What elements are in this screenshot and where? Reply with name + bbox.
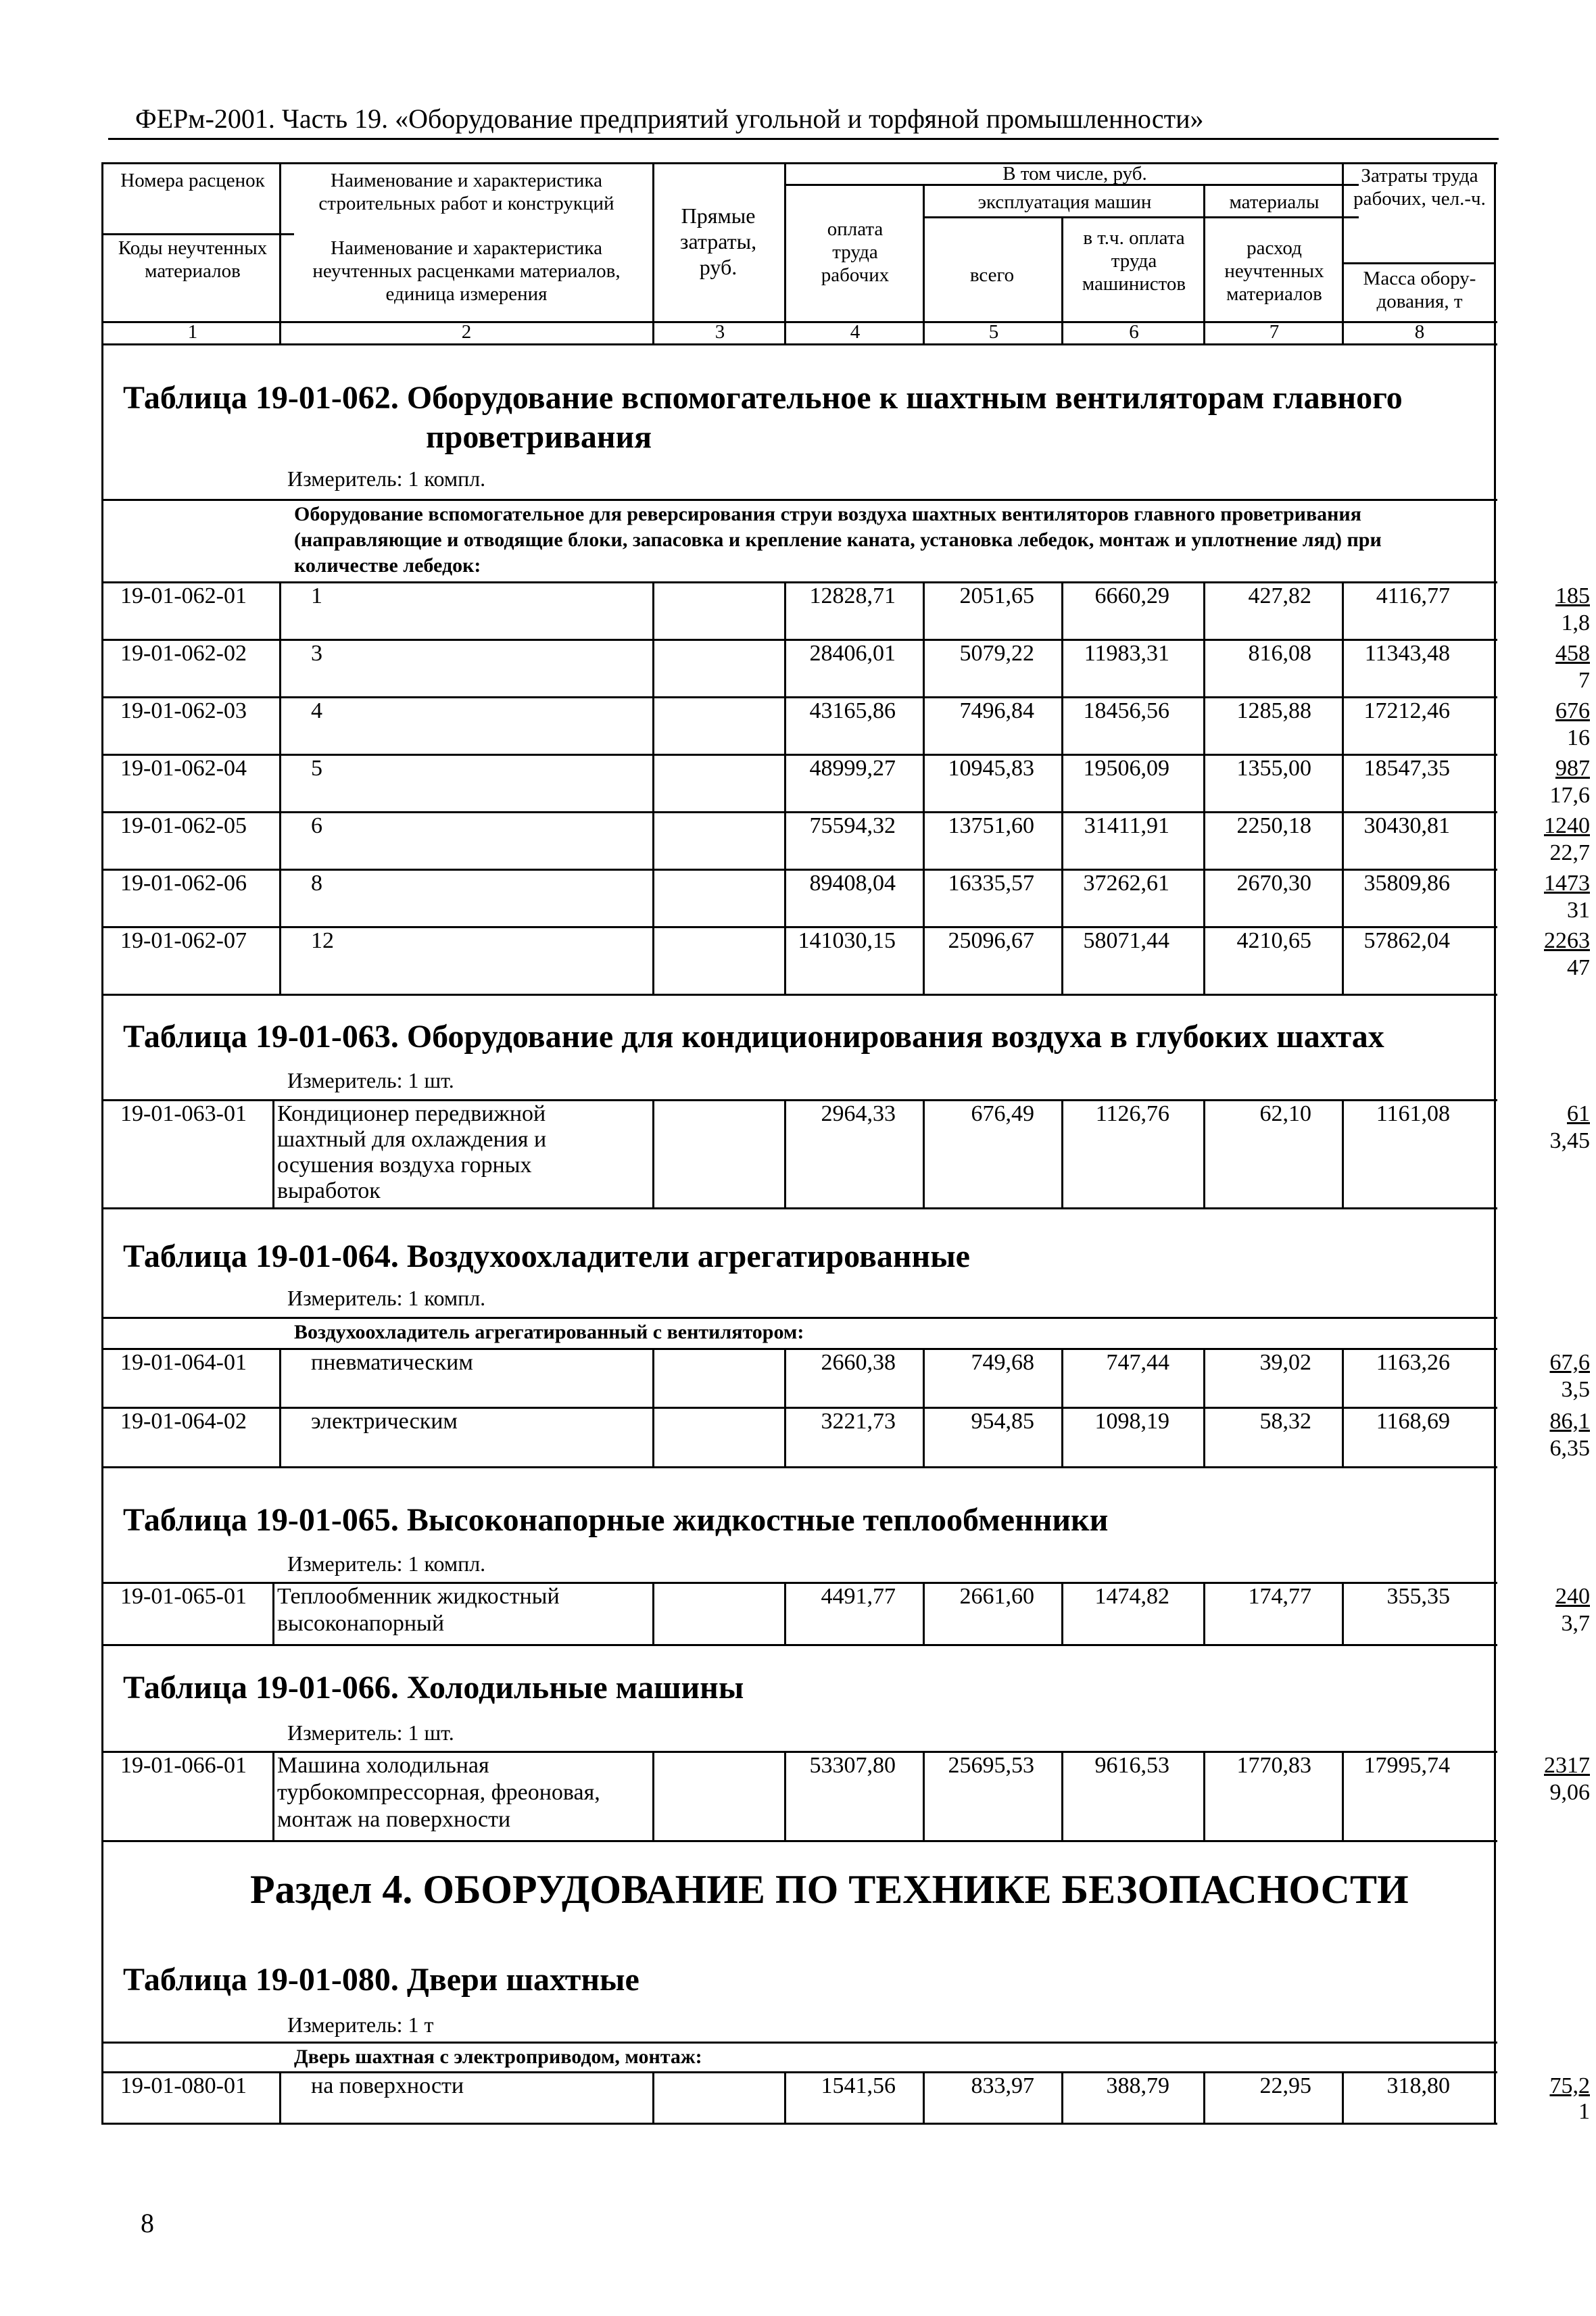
materials: 1168,69 bbox=[1376, 1409, 1450, 1434]
hdr-unaccounted: расход неучтенных материалов bbox=[1224, 237, 1324, 305]
table-title: Таблица 19-01-064. Воздухоохладители агрегатированные bbox=[123, 1238, 970, 1274]
labor-wages: 13751,60 bbox=[948, 813, 1034, 838]
equipment-mass: 1,8 bbox=[1561, 610, 1590, 635]
hdr-materials: материалы bbox=[1229, 191, 1320, 213]
materials: 57862,04 bbox=[1363, 928, 1450, 953]
item-name: электрическим bbox=[311, 1409, 458, 1434]
hdr-total: всего bbox=[969, 264, 1015, 286]
materials: 11343,48 bbox=[1364, 641, 1450, 666]
frame-left bbox=[101, 162, 103, 2123]
labor-hours: 676 bbox=[1555, 698, 1590, 723]
table-title: Таблица 19-01-066. Холодильные машины bbox=[123, 1670, 744, 1706]
labor-hours: 2263 bbox=[1544, 928, 1590, 953]
equipment-mass: 1 bbox=[1578, 2099, 1590, 2124]
item-name-line: Теплообменник жидкостный bbox=[277, 1584, 560, 1609]
hdr-num-5: 5 bbox=[988, 321, 999, 343]
materials: 17212,46 bbox=[1363, 698, 1450, 723]
equipment-mass: 16 bbox=[1567, 725, 1590, 750]
equipment-mass: 7 bbox=[1578, 668, 1590, 693]
direct-costs: 2660,38 bbox=[821, 1350, 896, 1375]
labor-hours: 75,2 bbox=[1549, 2073, 1590, 2098]
equipment-mass: 9,06 bbox=[1549, 1780, 1590, 1805]
measure-unit: Измеритель: 1 компл. bbox=[287, 1286, 486, 1310]
rate-code: 19-01-062-02 bbox=[120, 641, 247, 666]
direct-costs: 3221,73 bbox=[821, 1409, 896, 1434]
rate-code: 19-01-065-01 bbox=[120, 1584, 247, 1609]
winch-count: 6 bbox=[311, 813, 322, 838]
table-title: Таблица 19-01-080. Двери шахтные bbox=[123, 1962, 639, 1998]
hdr-labor-hours: Затраты труда рабочих, чел.-ч. bbox=[1353, 165, 1486, 210]
labor-wages: 5079,22 bbox=[959, 641, 1034, 666]
labor-wages: 16335,57 bbox=[948, 871, 1034, 896]
head-rule bbox=[108, 138, 1499, 140]
page-number: 8 bbox=[141, 2208, 154, 2238]
machines-total: 31411,91 bbox=[1084, 813, 1169, 838]
machines-total: 1098,19 bbox=[1094, 1409, 1169, 1434]
item-name-line: выработок bbox=[277, 1178, 381, 1203]
winch-count: 8 bbox=[311, 871, 322, 896]
materials: 318,80 bbox=[1386, 2073, 1450, 2098]
direct-costs: 141030,15 bbox=[798, 928, 896, 953]
rate-code: 19-01-062-05 bbox=[120, 813, 247, 838]
measure-unit: Измеритель: 1 шт. bbox=[287, 1068, 454, 1092]
machinist-wages: 22,95 bbox=[1259, 2073, 1311, 2098]
materials: 355,35 bbox=[1386, 1584, 1450, 1609]
direct-costs: 28406,01 bbox=[809, 641, 896, 666]
direct-costs: 12828,71 bbox=[809, 583, 896, 608]
hdr-num-6: 6 bbox=[1129, 321, 1139, 343]
equipment-mass: 3,5 bbox=[1561, 1377, 1590, 1402]
equipment-mass: 17,6 bbox=[1549, 783, 1590, 808]
machinist-wages: 1770,83 bbox=[1236, 1753, 1311, 1778]
materials: 17995,74 bbox=[1363, 1753, 1450, 1778]
rate-code: 19-01-063-01 bbox=[120, 1101, 247, 1126]
section-title: Раздел 4. ОБОРУДОВАНИЕ ПО ТЕХНИКЕ БЕЗОПАСНОСТИ bbox=[250, 1867, 1409, 1912]
labor-wages: 833,97 bbox=[971, 2073, 1034, 2098]
measure-unit: Измеритель: 1 компл. bbox=[287, 466, 486, 491]
hdr-num-4: 4 bbox=[850, 321, 861, 343]
hdr-name-bottom: Наименование и характеристика неучтенных расценками материалов, единица измерения bbox=[312, 237, 621, 305]
table-title-cont: проветривания bbox=[426, 419, 652, 455]
machinist-wages: 4210,65 bbox=[1236, 928, 1311, 953]
item-name: пневматическим bbox=[311, 1350, 473, 1375]
machines-total: 11983,31 bbox=[1084, 641, 1169, 666]
direct-costs: 53307,80 bbox=[809, 1753, 896, 1778]
measure-unit: Измеритель: 1 шт. bbox=[287, 1720, 454, 1745]
hdr-codes-top: Номера расценок bbox=[120, 170, 265, 191]
machines-total: 6660,29 bbox=[1094, 583, 1169, 608]
winch-count: 4 bbox=[311, 698, 322, 723]
direct-costs: 2964,33 bbox=[821, 1101, 896, 1126]
equipment-mass: 22,7 bbox=[1549, 840, 1590, 865]
machines-total: 9616,53 bbox=[1094, 1753, 1169, 1778]
materials: 30430,81 bbox=[1363, 813, 1450, 838]
table-note: Дверь шахтная с электроприводом, монтаж: bbox=[294, 2046, 702, 2068]
materials: 1161,08 bbox=[1376, 1101, 1450, 1126]
direct-costs: 75594,32 bbox=[809, 813, 896, 838]
winch-count: 12 bbox=[311, 928, 334, 953]
machines-total: 1474,82 bbox=[1094, 1584, 1169, 1609]
machinist-wages: 2670,30 bbox=[1236, 871, 1311, 896]
winch-count: 5 bbox=[311, 756, 322, 781]
machines-total: 747,44 bbox=[1106, 1350, 1169, 1375]
labor-hours: 67,6 bbox=[1549, 1350, 1590, 1375]
labor-hours: 1473 bbox=[1544, 871, 1590, 896]
table-title: Таблица 19-01-063. Оборудование для кондиционирования воздуха в глубоких шахтах bbox=[123, 1019, 1384, 1055]
labor-hours: 185 bbox=[1555, 583, 1590, 608]
item-name-line: шахтный для охлаждения и bbox=[277, 1127, 547, 1152]
machinist-wages: 174,77 bbox=[1248, 1584, 1311, 1609]
rate-code: 19-01-062-07 bbox=[120, 928, 247, 953]
item-name-line: Кондиционер передвижной bbox=[277, 1101, 546, 1126]
rate-code: 19-01-064-02 bbox=[120, 1409, 247, 1434]
measure-unit: Измеритель: 1 т bbox=[287, 2012, 434, 2037]
labor-wages: 25096,67 bbox=[948, 928, 1034, 953]
machines-total: 37262,61 bbox=[1083, 871, 1169, 896]
materials: 1163,26 bbox=[1376, 1350, 1450, 1375]
machines-total: 19506,09 bbox=[1083, 756, 1169, 781]
machines-total: 388,79 bbox=[1106, 2073, 1169, 2098]
equipment-mass: 31 bbox=[1567, 898, 1590, 923]
materials: 18547,35 bbox=[1363, 756, 1450, 781]
machinist-wages: 62,10 bbox=[1259, 1101, 1311, 1126]
labor-hours: 86,1 bbox=[1549, 1409, 1590, 1434]
measure-unit: Измеритель: 1 компл. bbox=[287, 1551, 486, 1576]
labor-wages: 10945,83 bbox=[948, 756, 1034, 781]
labor-wages: 954,85 bbox=[971, 1409, 1034, 1434]
winch-count: 3 bbox=[311, 641, 322, 666]
hdr-machinists: в т.ч. оплата труда машинистов bbox=[1082, 227, 1186, 295]
rate-code: 19-01-062-04 bbox=[120, 756, 247, 781]
table-note: Воздухоохладитель агрегатированный с вентилятором: bbox=[294, 1321, 804, 1343]
direct-costs: 48999,27 bbox=[809, 756, 896, 781]
labor-wages: 2051,65 bbox=[959, 583, 1034, 608]
machinist-wages: 1285,88 bbox=[1236, 698, 1311, 723]
direct-costs: 1541,56 bbox=[821, 2073, 896, 2098]
machinist-wages: 39,02 bbox=[1259, 1350, 1311, 1375]
machinist-wages: 1355,00 bbox=[1236, 756, 1311, 781]
rate-code: 19-01-062-01 bbox=[120, 583, 247, 608]
machines-total: 58071,44 bbox=[1083, 928, 1169, 953]
item-name: на поверхности bbox=[311, 2073, 464, 2098]
hdr-group: В том числе, руб. bbox=[1002, 163, 1147, 185]
labor-hours: 240 bbox=[1555, 1584, 1590, 1609]
hdr-direct-costs: Прямые затраты, руб. bbox=[679, 203, 757, 279]
item-name-line: высоконапорный bbox=[277, 1611, 445, 1636]
rate-code: 19-01-062-03 bbox=[120, 698, 247, 723]
hdr-equipment-mass: Масса обору-дования, т bbox=[1363, 268, 1476, 312]
labor-wages: 25695,53 bbox=[948, 1753, 1034, 1778]
table-title: Таблица 19-01-062. Оборудование вспомогательное к шахтным вентиляторам главного bbox=[123, 380, 1403, 416]
labor-wages: 7496,84 bbox=[959, 698, 1034, 723]
rate-code: 19-01-062-06 bbox=[120, 871, 247, 896]
hdr-name-top: Наименование и характеристика строительных работ и конструкций bbox=[318, 170, 614, 214]
machinist-wages: 2250,18 bbox=[1236, 813, 1311, 838]
machinist-wages: 816,08 bbox=[1248, 641, 1311, 666]
direct-costs: 43165,86 bbox=[809, 698, 896, 723]
item-name-line: осушения воздуха горных bbox=[277, 1153, 532, 1178]
labor-wages: 676,49 bbox=[971, 1101, 1034, 1126]
labor-wages: 2661,60 bbox=[959, 1584, 1034, 1609]
labor-hours: 458 bbox=[1555, 641, 1590, 666]
hdr-num-3: 3 bbox=[715, 321, 725, 343]
machinist-wages: 427,82 bbox=[1248, 583, 1311, 608]
hdr-machines: эксплуатация машин bbox=[977, 191, 1152, 213]
hdr-codes-bottom: Коды неучтенных материалов bbox=[118, 237, 268, 282]
rate-code: 19-01-080-01 bbox=[120, 2073, 247, 2098]
machines-total: 1126,76 bbox=[1095, 1101, 1169, 1126]
hdr-num-8: 8 bbox=[1414, 321, 1425, 343]
rate-code: 19-01-066-01 bbox=[120, 1753, 247, 1778]
hdr-num-2: 2 bbox=[461, 321, 472, 343]
direct-costs: 89408,04 bbox=[809, 871, 896, 896]
rate-code: 19-01-064-01 bbox=[120, 1350, 247, 1375]
materials: 4116,77 bbox=[1376, 583, 1450, 608]
equipment-mass: 6,35 bbox=[1549, 1436, 1590, 1461]
item-name-line: монтаж на поверхности bbox=[277, 1807, 511, 1832]
machines-total: 18456,56 bbox=[1083, 698, 1169, 723]
hdr-num-7: 7 bbox=[1269, 321, 1280, 343]
table-note: Оборудование вспомогательное для реверсирования струи воздуха шахтных вентиляторов главного проветривания (направляющие и отводящие блоки, запасовка и крепление каната, установка лебедок, монтаж и уплотнение ляд) при количестве лебедок: bbox=[294, 503, 1382, 577]
item-name-line: турбокомпрессорная, фреоновая, bbox=[277, 1780, 600, 1805]
winch-count: 1 bbox=[311, 583, 322, 608]
materials: 35809,86 bbox=[1363, 871, 1450, 896]
equipment-mass: 3,45 bbox=[1549, 1128, 1590, 1153]
hdr-num-1: 1 bbox=[187, 321, 198, 343]
hdr-labor: оплата труда рабочих bbox=[821, 218, 890, 286]
labor-wages: 749,68 bbox=[971, 1350, 1034, 1375]
equipment-mass: 3,7 bbox=[1561, 1611, 1590, 1636]
labor-hours: 2317 bbox=[1544, 1753, 1590, 1778]
running-head: ФЕРм-2001. Часть 19. «Оборудование предприятий угольной и торфяной промышленности» bbox=[135, 103, 1204, 134]
equipment-mass: 47 bbox=[1567, 955, 1590, 980]
direct-costs: 4491,77 bbox=[821, 1584, 896, 1609]
machinist-wages: 58,32 bbox=[1259, 1409, 1311, 1434]
item-name-line: Машина холодильная bbox=[277, 1753, 489, 1778]
labor-hours: 1240 bbox=[1544, 813, 1590, 838]
table-title: Таблица 19-01-065. Высоконапорные жидкостные теплообменники bbox=[123, 1502, 1109, 1538]
labor-hours: 987 bbox=[1555, 756, 1590, 781]
labor-hours: 61 bbox=[1567, 1101, 1590, 1126]
